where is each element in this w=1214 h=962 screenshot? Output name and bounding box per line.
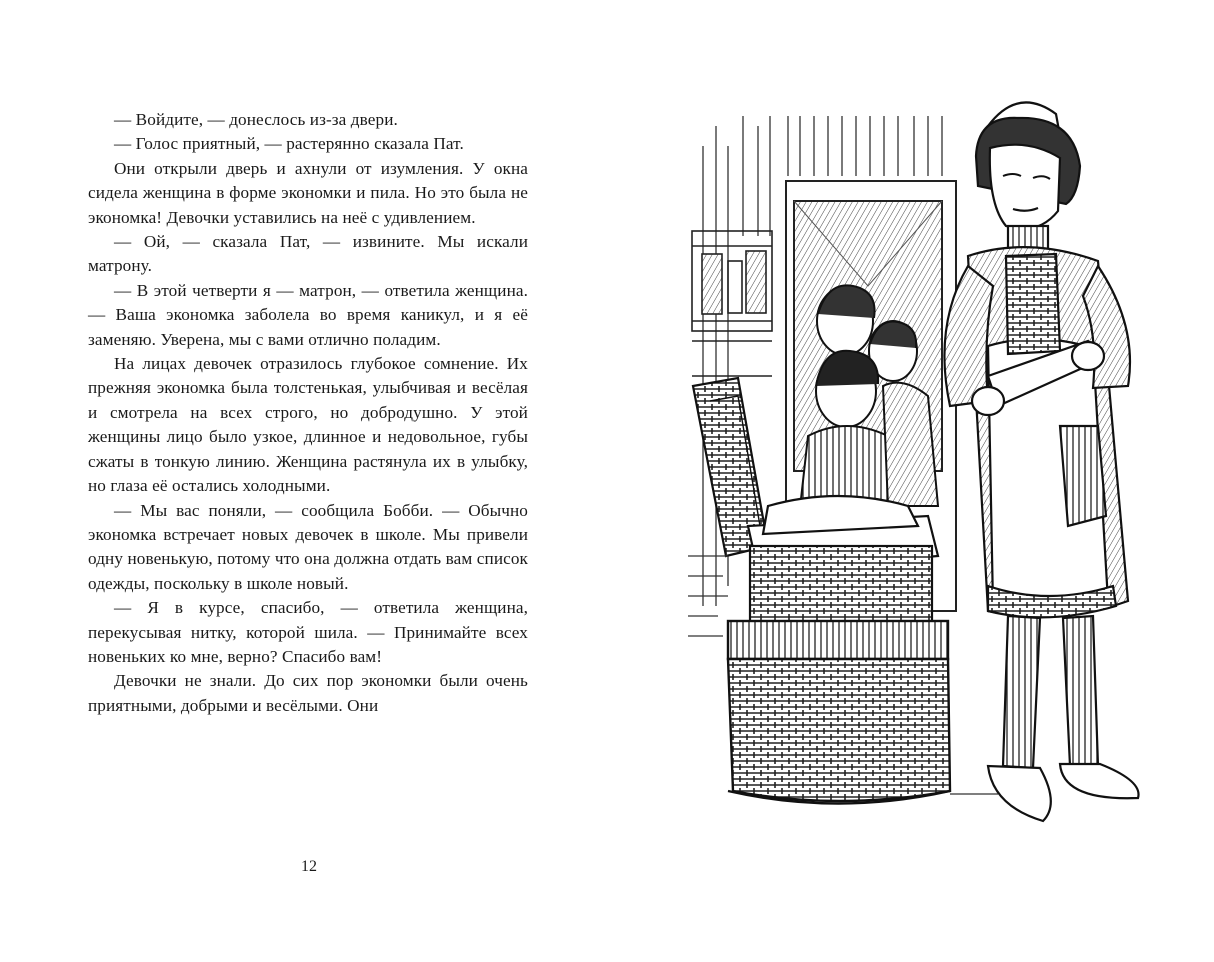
left-page-text [88,108,528,718]
paragraph: — Голос приятный, — растерянно сказала Пат. [114,134,464,154]
paragraph: — Мы вас поняли, — сообщила Бобби. — Обычно экономка встречает новых девочек в школе. Мы привели одну новенькую, потому что она должна отдать вам список одежды, поскольку в школе новый. [88,500,528,593]
paragraph: — В этой четверти я — матрон, — ответила женщина. — Ваша экономка заболела во время каникул, и я её заменяю. Уверена, мы с вами отлично поладим. [88,280,528,349]
suitcase-tray [748,496,938,626]
shelf [692,231,772,376]
woman [944,102,1138,821]
hamper [728,621,950,804]
paragraph: — Ой, — сказала Пат, — извините. Мы искали матрону. [88,232,528,276]
illustration [688,86,1148,826]
paragraph: Они открыли дверь и ахнули от изумления. У окна сидела женщина в форме экономки и пила. Но это была не экономка! Девочки уставились на неё с удивлением. [88,158,528,227]
paragraph: — Войдите, — донеслось из-за двери. [114,110,398,129]
paragraph: — Я в курсе, спасибо, — ответила женщина, перекусывая нитку, которой шила. — Принимайте всех новеньких ко мне, верно? Спасибо вам! [88,598,528,666]
paragraph: На лицах девочек отразилось глубокое сомнение. Их прежняя экономка была толстенькая, улыбчивая и весёлая и смотрела на всех строго, но добродушно. У этой женщины лицо было узкое, длинное и недовольное, губы сжаты в тонкую линию. Женщина растянула их в улыбку, но глаза её остались холодными. [88,354,528,496]
paragraph: Девочки не знали. До сих пор экономки были очень приятными, добрыми и весёлыми. Они [88,671,528,715]
page-number: 12 [301,858,317,875]
